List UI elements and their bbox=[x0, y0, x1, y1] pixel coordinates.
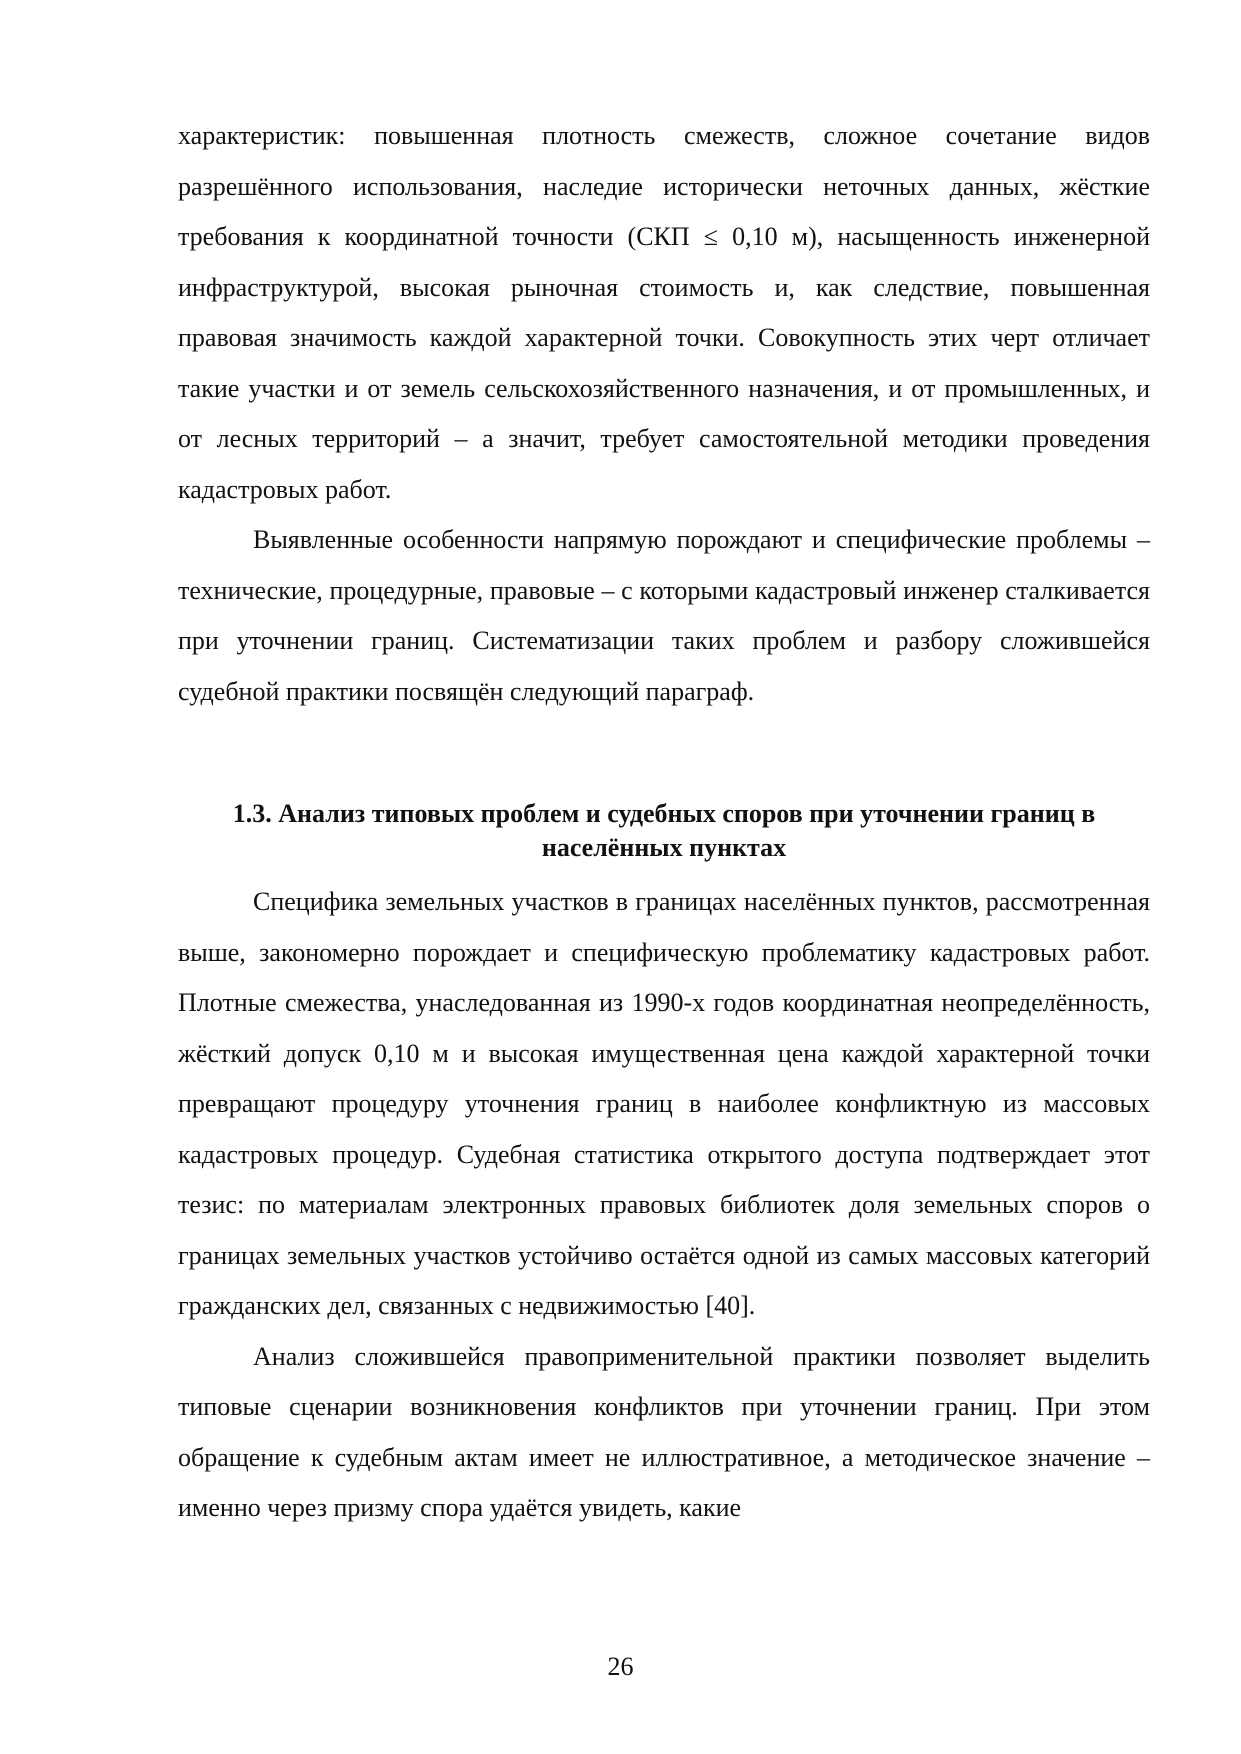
body-text-bottom bbox=[178, 877, 1150, 1534]
paragraph-transition: Выявленные особенности напрямую порождают и специфические проблемы – технические, процедурные, правовые – с которыми кадастровый инженер сталкивается при уточнении границ. Систематизации таких проблем и разбору сложившейся судебной практики посвящён следующий параграф. bbox=[178, 525, 1150, 706]
paragraph-analysis: Анализ сложившейся правоприменительной практики позволяет выделить типовые сценарии возникновения конфликтов при уточнении границ. При этом обращение к судебным актам имеет не иллюстративное, а методическое значение – именно через призму спора удаётся увидеть, какие bbox=[178, 1341, 1150, 1522]
page-number: 26 bbox=[607, 1652, 634, 1681]
body-text-top bbox=[178, 111, 1150, 717]
paragraph-specifics: Специфика земельных участков в границах населённых пунктов, рассмотренная выше, закономерно порождает и специфическую проблематику кадастровых работ. Плотные смежества, унаследованная из 1990-х годов координатная неопределённость, жёсткий допуск 0,10 м и высокая имущественная цена каждой характерной точки превращают процедуру уточнения границ в наиболее конфликтную из массовых кадастровых процедур. Судебная статистика открытого доступа подтверждает этот тезис: по материалам электронных правовых библиотек доля земельных споров о границах земельных участков устойчиво остаётся одной из самых массовых категорий гражданских дел, связанных с недвижимостью [40]. bbox=[178, 887, 1150, 1320]
paragraph-continuation: характеристик: повышенная плотность смежеств, сложное сочетание видов разрешённого использования, наследие исторически неточных данных, жёсткие требования к координатной точности (СКП ≤ 0,10 м), насыщенность инженерной инфраструктурой, высокая рыночная стоимость и, как следствие, повышенная правовая значимость каждой характерной точки. Совокупность этих черт отличает такие участки и от земель сельскохозяйственного назначения, и от промышленных, и от лесных территорий – а значит, требует самостоятельной методики проведения кадастровых работ. bbox=[178, 121, 1150, 504]
section-heading: 1.3. Анализ типовых проблем и судебных споров при уточнении границ в населённых пунктах bbox=[232, 799, 1096, 862]
